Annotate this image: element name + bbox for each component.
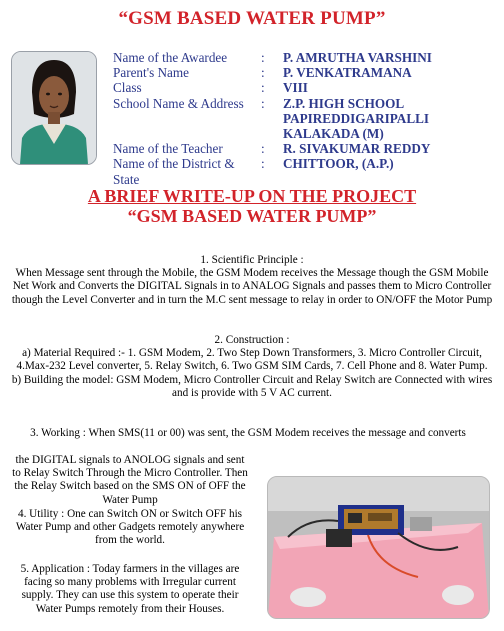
model-image [268,477,489,618]
section-body: When Message sent through the Mobile, the GSM Modem receives the Message though the GSM Mobile Net Work and Converts the DIGITAL Signals in to ANALOG Signals and passes them to Micro Controller though the Level Converter and in turn the M.C sent message to relay in order to ON/OFF the Motor Pump [11,267,493,306]
section-scientific-principle [10,254,494,307]
info-row: KALAKADA (M) [283,126,384,142]
awardee-photo [11,51,97,165]
section-working-line: 3. Working : When SMS(11 or 00) was sent, the GSM Modem receives the message and converts [30,427,466,439]
info-row: Parent's Name : P. VENKATRAMANA [113,65,412,81]
info-row: Name of the District & State : CHITTOOR, (A.P.) [113,156,394,187]
info-row: School Name & Address : Z.P. HIGH SCHOOL [113,95,405,111]
project-title-heading: “GSM BASED WATER PUMP” [127,206,377,226]
project-model-photo [267,476,490,619]
section-application: 5. Application : Today farmers in the villages are facing so many problems with Irregular current supply. They can use this system to operate their Water Pumps remotely from their Houses. [20,563,240,615]
section-title: 1. Scientific Principle : [200,254,304,266]
document-title: “GSM BASED WATER PUMP” [118,8,386,29]
section-body-materials: a) Material Required :- 1. GSM Modem, 2. Two Step Down Transformers, 3. Micro Controller Circuit, 4.Max-232 Level converter, 5. Relay Switch, 6. Two GSM SIM Cards, 7. Cell Phone and 8. Water Pump. [16,347,488,373]
awardee-info [113,50,493,187]
portrait-image [12,52,96,164]
section-working-rest: the DIGITAL signals to ANOLOG signals and sent to Relay Switch Through the Micro Controller. Then the Relay Switch based on the SMS ON of OFF the Water Pump [12,454,248,506]
writeup-heading: A BRIEF WRITE-UP ON THE PROJECT [87,186,417,206]
info-row: Name of the Awardee : P. AMRUTHA VARSHINI [113,50,432,65]
section-utility: 4. Utility : One can Switch ON or Switch OFF his Water Pump and other Gadgets remotely anywhere from the world. [15,508,245,547]
info-row: PAPIREDDIGARIPALLI [283,110,430,126]
section-construction [10,334,494,400]
section-body-building: b) Building the model: GSM Modem, Micro Controller Circuit and Relay Switch are Connected with wires and is provide with 5 V AC current. [11,373,493,399]
info-row: Class : VIII [113,80,308,96]
info-row: Name of the Teacher : R. SIVAKUMAR REDDY [113,141,431,157]
section-title: 2. Construction : [214,334,290,346]
